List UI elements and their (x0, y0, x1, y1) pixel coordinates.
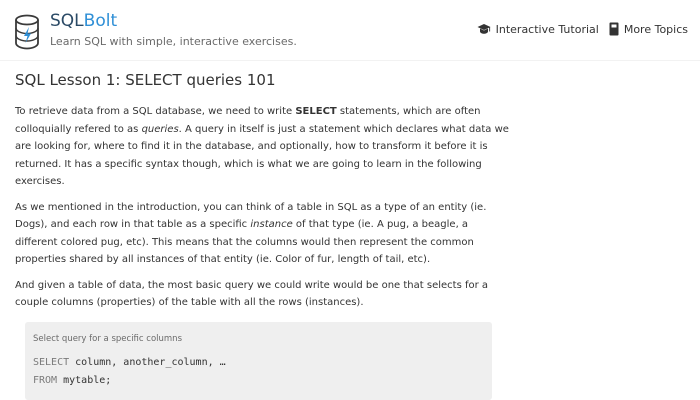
nav-interactive-tutorial[interactable] (477, 23, 599, 36)
code-keyword-select: SELECT (33, 357, 70, 368)
brand-sql-text: SQL (50, 11, 84, 31)
code-example-box (25, 322, 492, 400)
paragraph-intro-text-a: To retrieve data from a SQL database, we need to write (15, 106, 296, 117)
site-brand[interactable] (50, 10, 117, 32)
instance-term: instance (250, 219, 293, 230)
database-logo-icon[interactable] (14, 14, 40, 50)
lesson-title: SQL Lesson 1: SELECT queries 101 (15, 71, 276, 89)
nav-more-topics-label: More Topics (623, 22, 688, 36)
graduation-cap-icon (477, 23, 491, 35)
paragraph-tables-text-b: of that type (ie. A pug, a beagle, a different colored pug, etc). This means that the columns would then represent the common properties shared by all instances of that entity (ie. Color of fur, length of tail, etc). (15, 219, 474, 265)
nav-more-topics[interactable] (609, 22, 688, 36)
lesson-content (15, 103, 510, 320)
paragraph-intro-text-b: statements, which are often colloquially refered to as (15, 106, 481, 135)
queries-term: queries (141, 123, 179, 135)
top-nav (477, 22, 688, 36)
code-line1-rest: column, another_column, … (69, 357, 226, 368)
paragraph-intro-text-c: . A query in itself is just a statement which declares what data we are looking for, where to find it in the database, and optionally, how to transform it before it is returned. It has a specific syntax though, which is what we are going to learn in the following exercises. (15, 123, 509, 187)
paragraph-basic-query: And given a table of data, the most basic query we could write would be one that selects for a couple columns (properties) of the table with all the rows (instances). (15, 279, 489, 308)
site-tagline: Learn SQL with simple, interactive exercises. (50, 35, 297, 48)
paragraph-tables (15, 199, 510, 269)
code-example-label: Select query for a specific columns (33, 334, 182, 344)
header-divider (0, 60, 700, 61)
code-keyword-from: FROM (33, 375, 58, 386)
paragraph-tables-text-a: As we mentioned in the introduction, you can think of a table in SQL as a type of an entity (ie. Dogs), and each row in that table as a specific (15, 201, 487, 230)
code-example (33, 354, 226, 390)
brand-bolt-text: Bolt (83, 11, 118, 31)
paragraph-intro (15, 103, 510, 191)
site-header (0, 0, 700, 58)
book-icon (609, 22, 619, 36)
nav-interactive-tutorial-label: Interactive Tutorial (495, 22, 599, 36)
select-keyword: SELECT (295, 106, 337, 117)
code-line2-rest: mytable; (57, 375, 112, 386)
